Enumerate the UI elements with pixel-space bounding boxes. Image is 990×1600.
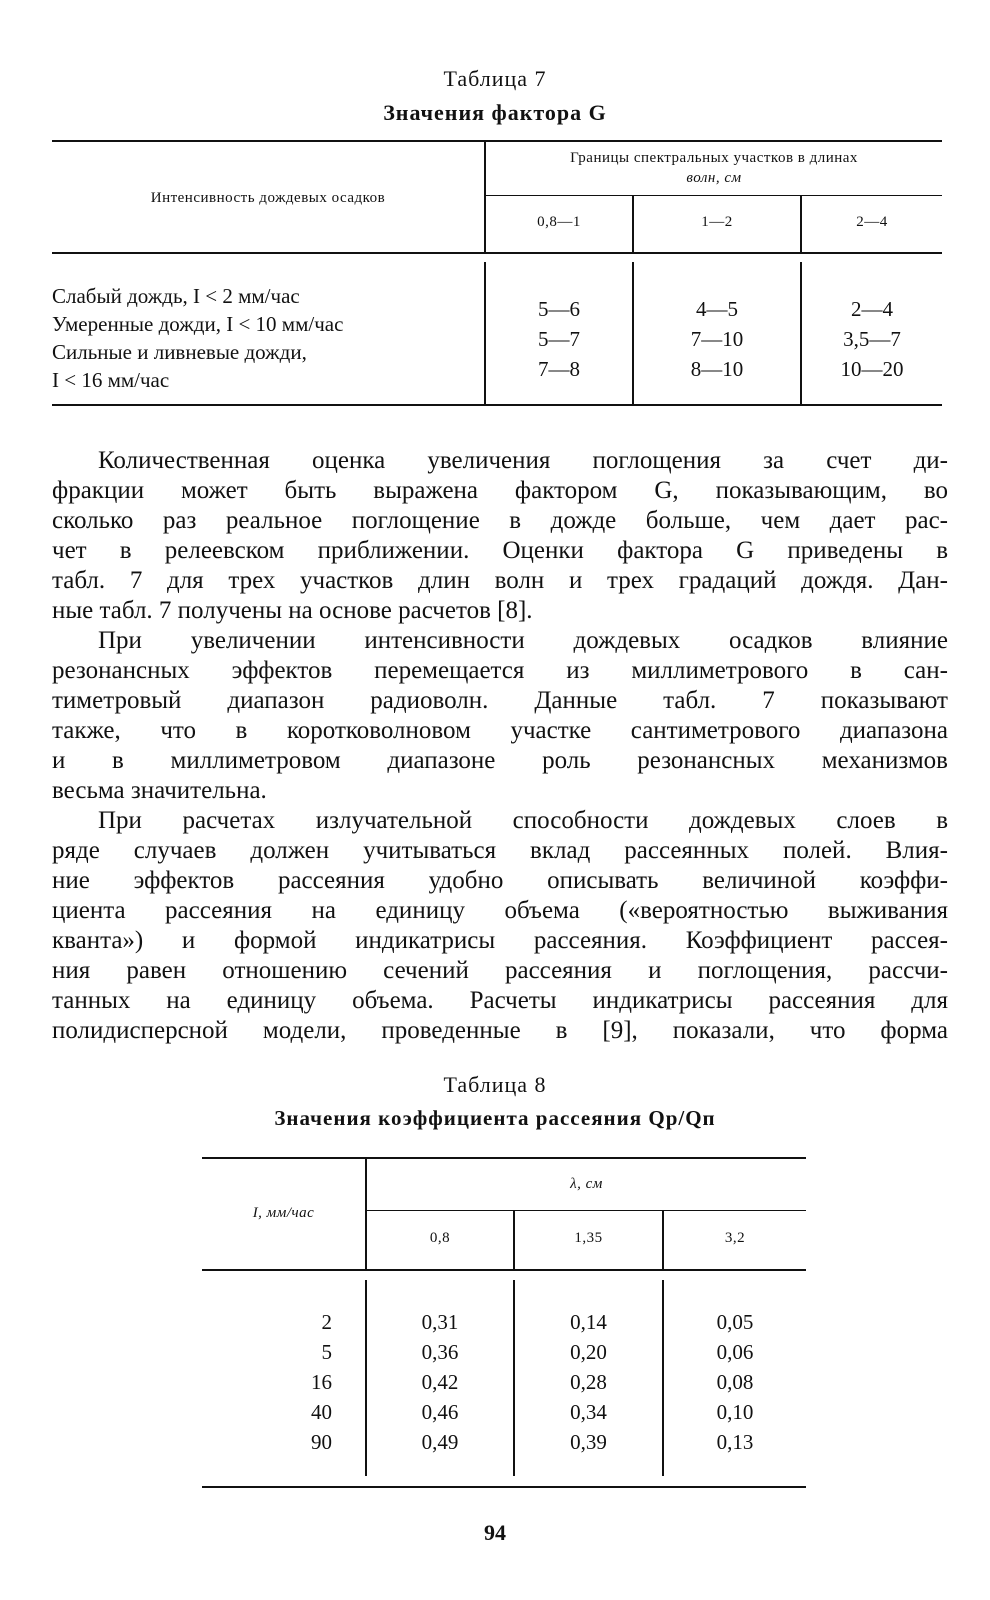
table8-cell: 0,20 <box>570 1340 607 1364</box>
text-line: табл. 7 для трех участков длин волн и трех градаций дождя. Дан- <box>52 567 948 594</box>
table7-col3-values <box>802 294 942 384</box>
table7-top-rule <box>52 140 942 142</box>
table8-cell: 0,08 <box>716 1370 754 1394</box>
text-line: также, что в коротковолновом участке сантиметрового диапазона <box>52 717 948 744</box>
table8-cell: 0,14 <box>570 1310 607 1334</box>
text-line: чет в релеевском приближении. Оценки фактора G приведены в <box>52 537 948 564</box>
table7-bottom-rule <box>52 404 942 406</box>
table7-cell: 4—5 <box>696 297 738 321</box>
table8-cell: 90 <box>311 1430 332 1454</box>
text-line: При увеличении интенсивности дождевых осадков влияние <box>98 627 948 654</box>
text-line: ния равен отношению сечений рассеяния и поглощения, рассчи- <box>52 957 948 984</box>
table7-header-rule <box>52 252 942 254</box>
table8-cell: 0,31 <box>421 1310 459 1334</box>
table8-cell: 0,34 <box>570 1400 607 1424</box>
table7-subheader-rule <box>486 195 942 196</box>
table8-cell: 2 <box>321 1310 332 1334</box>
text-line: циента рассеяния на единицу объема («вероятностью выживания <box>52 897 948 924</box>
table8-col-header: 0,8 <box>429 1230 451 1246</box>
table8-cell: 0,05 <box>716 1310 754 1334</box>
table7-row-label: Умеренные дожди, I < 10 мм/час <box>52 312 344 336</box>
table8-top-rule <box>202 1157 806 1159</box>
table8-cell: 0,13 <box>716 1430 754 1454</box>
table7-cell: 8—10 <box>690 357 744 381</box>
table8-caption: Таблица 8 <box>443 1072 547 1097</box>
table7-cell: 2—4 <box>851 297 893 321</box>
table8-col-header: 1,35 <box>574 1230 603 1246</box>
table8-intensity-values <box>202 1307 332 1457</box>
table7-row-label: Слабый дождь, I < 2 мм/час <box>52 284 300 308</box>
page-number: 94 <box>484 1520 506 1545</box>
text-line: весьма значительна. <box>52 777 267 804</box>
table8-cell: 16 <box>311 1370 332 1394</box>
table7-col1-values <box>486 294 632 384</box>
text-line: полидисперсной модели, проведенные в [9], показали, что форма <box>52 1017 948 1044</box>
table8-cell: 5 <box>321 1340 332 1364</box>
paragraph-1 <box>52 446 948 626</box>
table7-cell: 7—8 <box>538 357 580 381</box>
text-line: тиметровый диапазон радиоволн. Данные табл. 7 показывают <box>52 687 948 714</box>
text-line: ние эффектов рассеяния удобно описывать величиной коэффи- <box>52 867 948 894</box>
table7-cell: 5—6 <box>538 297 580 321</box>
table8-col-header: 3,2 <box>724 1230 746 1246</box>
table8-header-divider <box>365 1157 367 1269</box>
table8-cell: 0,10 <box>716 1400 754 1424</box>
table8-bottom-rule <box>202 1486 806 1488</box>
table8-col3-values <box>664 1307 806 1457</box>
table7-cell: 3,5—7 <box>843 327 901 351</box>
table8-cell: 0,49 <box>421 1430 459 1454</box>
table8-cell: 0,06 <box>716 1340 754 1364</box>
text-line: ряде случаев должен учитываться вклад рассеянных полей. Влия- <box>52 837 948 864</box>
table8-row-header: I, мм/час <box>252 1205 315 1221</box>
text-line: и в миллиметровом диапазоне роль резонансных механизмов <box>52 747 948 774</box>
table8-header-rule <box>202 1269 806 1271</box>
text-line: сколько раз реальное поглощение в дожде больше, чем дает рас- <box>52 507 948 534</box>
table8-cell: 0,39 <box>570 1430 607 1454</box>
text-line: При расчетах излучательной способности дождевых слоев в <box>98 807 948 834</box>
text-line: ные табл. 7 получены на основе расчетов [8]. <box>52 597 533 624</box>
table7-row-labels <box>52 282 462 394</box>
table7-title: Значения фактора G <box>383 100 607 125</box>
table8-cell: 0,36 <box>421 1340 459 1364</box>
table7-group-header-line1: Границы спектральных участков в длинах <box>570 150 858 166</box>
table7-cell: 7—10 <box>690 327 744 351</box>
paragraph-2 <box>52 626 948 806</box>
table8-title: Значения коэффициента рассеяния Qp/Qп <box>274 1106 716 1130</box>
table7-row-header: Интенсивность дождевых осадков <box>150 190 386 206</box>
text-line: фракции может быть выражена фактором G, показывающим, во <box>52 477 948 504</box>
table7-col-header: 2—4 <box>856 214 888 230</box>
table7-group-header-line2: волн, см <box>686 170 742 186</box>
table8-cell: 0,28 <box>570 1370 607 1394</box>
table8-cell: 40 <box>311 1400 332 1424</box>
table8-group-header: λ, см <box>570 1176 603 1192</box>
table8-col1-values <box>367 1307 513 1457</box>
table7-cell: 10—20 <box>840 357 904 381</box>
table8-subheader-rule <box>367 1210 806 1211</box>
table8-cell: 0,46 <box>421 1400 459 1424</box>
table7-cell: 5—7 <box>538 327 580 351</box>
paragraph-3 <box>52 806 948 1046</box>
text-line: резонансных эффектов перемещается из миллиметрового в сан- <box>52 657 948 684</box>
table7-col-header: 1—2 <box>701 214 733 230</box>
text-line: кванта») и формой индикатрисы рассеяния. Коэффициент рассея- <box>52 927 948 954</box>
table7-caption: Таблица 7 <box>443 66 547 91</box>
table7-group-header <box>486 148 942 188</box>
text-line: Количественная оценка увеличения поглощения за счет ди- <box>98 447 948 474</box>
table7-col2-values <box>634 294 800 384</box>
table8-cell: 0,42 <box>421 1370 459 1394</box>
table7-row-label: I < 16 мм/час <box>52 368 170 392</box>
table8-col2-values <box>515 1307 662 1457</box>
text-line: танных на единицу объема. Расчеты индикатрисы рассеяния для <box>52 987 948 1014</box>
table7-row-label: Сильные и ливневые дожди, <box>52 340 307 364</box>
table7-col-header: 0,8—1 <box>537 214 581 230</box>
